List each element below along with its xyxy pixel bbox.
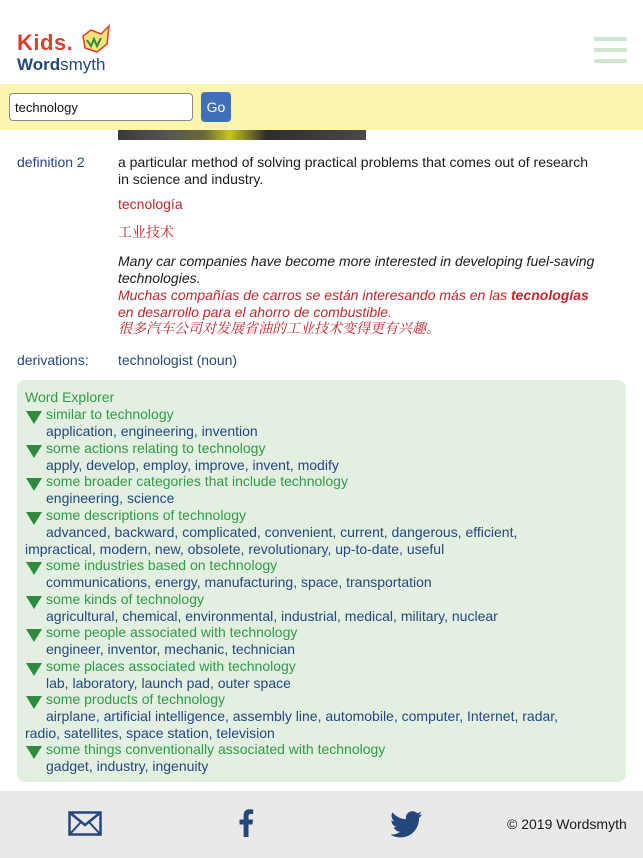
example-sentence-english: Many car companies have become more interested in developing fuel-saving technologies. xyxy=(118,253,595,286)
explorer-group-toggle[interactable] xyxy=(17,473,626,490)
explorer-group-broader xyxy=(17,473,626,507)
explorer-group-words[interactable]: airplane, artificial intelligence, assembly line, automobile, computer, Internet, radar, radio, satellites, space station, television xyxy=(25,708,559,741)
explorer-group-words[interactable]: advanced, backward, complicated, convenient, current, dangerous, efficient, impractical, modern, new, obsolete, revolutionary, up-to-date, useful xyxy=(25,524,518,557)
logo-wordsmyth-text xyxy=(17,55,105,75)
search-bar xyxy=(0,84,643,130)
logo-kids-text: Kids. xyxy=(17,30,74,55)
explorer-group-title: some things conventionally associated with technology xyxy=(46,741,386,757)
explorer-group-words[interactable]: application, engineering, invention xyxy=(46,423,258,439)
explorer-group-title: some kinds of technology xyxy=(46,591,204,607)
logo-smyth-part: smyth xyxy=(60,55,106,74)
explorer-group-toggle[interactable] xyxy=(17,658,626,675)
menu-bar xyxy=(594,59,627,63)
chinese-translation: 工业技术 xyxy=(118,225,174,241)
search-input[interactable] xyxy=(9,93,193,121)
word-explorer-title: Word Explorer xyxy=(25,389,115,405)
example-sentence-spanish xyxy=(118,287,598,321)
explorer-group-title: some actions relating to technology xyxy=(46,440,266,456)
explorer-group-words[interactable]: agricultural, chemical, environmental, industrial, medical, military, nuclear xyxy=(46,608,498,624)
explorer-group-people xyxy=(17,624,626,658)
explorer-group-toggle[interactable] xyxy=(17,440,626,457)
explorer-group-words[interactable]: apply, develop, employ, improve, invent, modify xyxy=(46,457,339,473)
explorer-group-toggle[interactable] xyxy=(17,591,626,608)
menu-bar xyxy=(594,37,627,41)
explorer-group-industries xyxy=(17,557,626,591)
explorer-group-words[interactable]: engineering, science xyxy=(46,490,175,506)
go-button[interactable]: Go xyxy=(201,92,231,122)
hamburger-menu-icon[interactable] xyxy=(594,37,627,63)
explorer-group-words[interactable]: lab, laboratory, launch pad, outer space xyxy=(46,675,291,691)
definition-text: a particular method of solving practical problems that comes out of research in science and industry. xyxy=(118,154,589,187)
footer xyxy=(0,791,643,858)
kids-wordsmyth-logo[interactable] xyxy=(17,22,117,78)
twitter-icon[interactable] xyxy=(391,811,423,838)
explorer-group-products xyxy=(17,691,626,742)
spanish-translation: tecnología xyxy=(118,196,183,212)
example-es-before: Muchas compañías de carros se están interesando más en las xyxy=(118,287,511,303)
explorer-group-title: some descriptions of technology xyxy=(46,507,246,523)
explorer-group-toggle[interactable] xyxy=(17,557,626,574)
explorer-group-places xyxy=(17,658,626,692)
explorer-group-toggle[interactable] xyxy=(17,507,626,524)
example-es-keyword: tecnologías xyxy=(510,287,589,303)
logo-word-part: Word xyxy=(17,55,61,74)
copyright-text: © 2019 Wordsmyth xyxy=(507,816,627,832)
explorer-group-title: some places associated with technology xyxy=(46,658,296,674)
explorer-group-words[interactable]: engineer, inventor, mechanic, technician xyxy=(46,641,296,657)
explorer-group-title: some broader categories that include technology xyxy=(46,473,348,489)
definition-label: definition 2 xyxy=(17,154,85,170)
explorer-group-title: similar to technology xyxy=(46,406,174,422)
explorer-group-title: some industries based on technology xyxy=(46,557,278,573)
word-explorer xyxy=(17,380,626,782)
facebook-icon[interactable] xyxy=(238,809,254,837)
explorer-group-words[interactable]: gadget, industry, ingenuity xyxy=(46,758,209,774)
logo-book-icon xyxy=(77,24,113,58)
explorer-group-things xyxy=(17,741,626,775)
explorer-group-descriptions xyxy=(17,507,626,558)
example-sentence-chinese: 很多汽车公司对发展省油的工业技术变得更有兴趣。 xyxy=(118,321,440,337)
menu-bar xyxy=(594,48,627,52)
explorer-group-similar xyxy=(17,406,626,440)
mail-icon[interactable] xyxy=(68,811,102,836)
illustration-image xyxy=(118,130,366,140)
explorer-group-toggle[interactable] xyxy=(17,691,626,708)
header xyxy=(0,0,643,84)
example-es-after: en desarrollo para el ahorro de combustible. xyxy=(118,304,392,320)
explorer-group-words[interactable]: communications, energy, manufacturing, space, transportation xyxy=(46,574,432,590)
explorer-group-kinds xyxy=(17,591,626,625)
derivation-link[interactable]: technologist (noun) xyxy=(118,352,238,368)
explorer-group-title: some products of technology xyxy=(46,691,225,707)
derivations-label: derivations: xyxy=(17,352,89,368)
explorer-group-title: some people associated with technology xyxy=(46,624,298,640)
explorer-group-toggle[interactable] xyxy=(17,624,626,641)
explorer-group-actions xyxy=(17,440,626,474)
explorer-group-toggle[interactable] xyxy=(17,406,626,423)
explorer-group-toggle[interactable] xyxy=(17,741,626,758)
